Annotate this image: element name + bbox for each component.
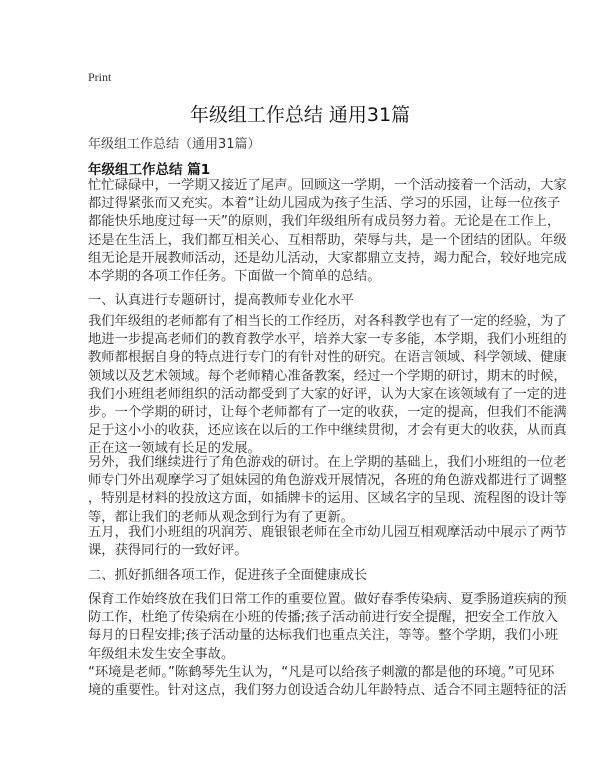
document-title: 年级组工作总结 通用31篇	[189, 104, 411, 126]
text-line: 五月，我们小班组的巩润芳、鹿银银老师在全市幼儿园互相观摩活动中展示了两节	[88, 525, 567, 540]
paragraph	[88, 524, 567, 560]
text-line: 都过得紧张而又充实。本着“让幼儿园成为孩子生活、学习的乐园，让每一位孩子	[88, 196, 561, 212]
paragraph	[88, 454, 567, 527]
text-line: 课，获得同行的一致好评。	[88, 543, 248, 559]
text-line: 教师都根据自身的特点进行专门的有针对性的研究。在语言领域、科学领域、健康	[88, 350, 567, 366]
paragraph	[88, 664, 567, 700]
text-line: 正在这一领域有长足的发展。	[88, 441, 261, 457]
section-heading	[88, 292, 528, 310]
text-line: 二、抓好抓细各项工作，促进孩子全面健康成长	[88, 568, 368, 583]
paragraph	[88, 591, 567, 664]
section-heading: 年级组工作总结 篇1	[88, 162, 211, 178]
text-line: 本学期的各项工作任务。下面做一个简单的总结。	[88, 269, 381, 285]
text-line: 每月的日程安排;孩子活动量的达标我们也重点关注，等等。整个学期，我们小班	[88, 628, 558, 644]
text-line: 另外，我们继续进行了角色游戏的研讨。在上学期的基础上，我们小班组的一位老	[88, 455, 567, 470]
print-label[interactable]: Print	[88, 70, 112, 84]
text-line: 师专门外出观摩学习了姐妹园的角色游戏开展情况，各班的角色游戏都进行了调整	[88, 473, 567, 489]
text-line: 组无论是开展教师活动，还是幼儿活动，大家都鼎立支持，竭力配合，较好地完成	[88, 250, 567, 266]
text-line: 我们年级组的老师都有了相当长的工作经历，对各科教学也有了一定的经验，为了	[88, 314, 567, 329]
text-line: 忙忙碌碌中，一学期又接近了尾声。回顾这一学期，一个活动接着一个活动，大家	[88, 178, 567, 193]
text-line: 都能快乐地度过每一天”的原则，我们年级组所有成员努力着。无论是在工作上，	[88, 214, 561, 230]
paragraph	[88, 177, 567, 286]
text-line: 还是在生活上，我们都互相关心、互相帮助，荣辱与共，是一个团结的团队。年级	[88, 232, 567, 248]
section-heading	[88, 567, 528, 585]
text-line: 年级组未发生安全事故。	[88, 646, 235, 662]
text-line: 防工作，杜绝了传染病在小班的传播;孩子活动前进行安全提醒，把安全工作放入	[88, 610, 558, 626]
text-line: ，特别是材料的投放这方面，如插牌卡的运用、区域名字的呈现、流程图的设计等	[88, 491, 567, 507]
text-line: 领域以及艺术领域。每个老师精心准备教案，经过一个学期的研讨，期末的时候，	[88, 368, 567, 384]
text-line: 等，都让我们的老师从观念到行为有了更新。	[88, 509, 354, 525]
text-line: 步。一个学期的研讨，让每个老师都有了一定的收获，一定的提高，但我们不能满	[88, 405, 567, 421]
text-line: 保育工作始终放在我们日常工作的重要位置。做好春季传染病、夏季肠道疾病的预	[88, 592, 567, 607]
text-line: 境的重要性。针对这点，我们努力创设适合幼儿年龄特点、适合不同主题特征的活	[88, 683, 567, 699]
document-subtitle: 年级组工作总结（通用31篇）	[88, 137, 261, 152]
text-line: 足于这小小的收获，还应该在以后的工作中继续贯彻，才会有更大的收获，从而真	[88, 423, 567, 439]
text-line: 我们小班组老师组织的活动都受到了大家的好评，认为大家在该领域有了一定的进	[88, 386, 567, 402]
text-line: “环境是老师。”陈鹤琴先生认为，“凡是可以给孩子刺激的都是他的环境。”可见环	[88, 665, 555, 680]
paragraph	[88, 313, 567, 459]
text-line: 一、认真进行专题研讨，提高教师专业化水平	[88, 293, 354, 308]
text-line: 地进一步提高老师们的教育教学水平，培养大家一专多能，本学期，我们小班组的	[88, 332, 567, 348]
